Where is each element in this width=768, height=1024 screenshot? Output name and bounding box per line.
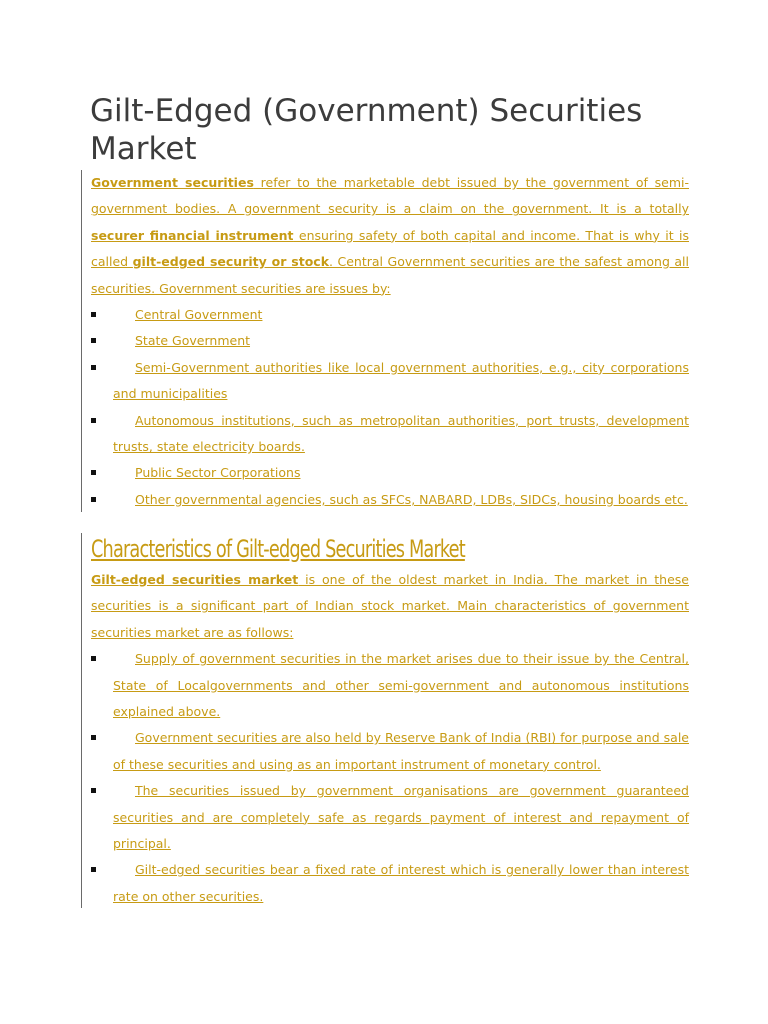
list-item-text: Supply of government securities in the market arises due to their issue by the Central, State of Localgovernments and other semi-government and autonomous institutions explained above. (113, 651, 689, 720)
square-bullet-icon (91, 470, 96, 475)
list-item-text: Autonomous institutions, such as metropolitan authorities, port trusts, development trusts, state electricity boards. (113, 412, 689, 455)
section-characteristics (81, 533, 689, 908)
list-item (91, 355, 689, 408)
square-bullet-icon (91, 338, 96, 343)
list-item (91, 725, 689, 778)
paragraph-text: ensuring safety of both capital and income. That is why it is called (91, 227, 689, 270)
section-heading: Characteristics of Gilt-edged Securities Market (91, 535, 465, 563)
list-item-text: Government securities are also held by Reserve Bank of India (RBI) for purpose and sale of these securities and using as an important instrument of monetary control. (113, 730, 689, 772)
list-item (91, 460, 689, 486)
paragraph-text: is one of the oldest market in India. The market in these securities is a significant part of Indian stock market. Main characteristics of government securities market are as follows: (91, 572, 689, 640)
list-item-text: Other governmental agencies, such as SFCs, NABARD, LDBs, SIDCs, housing boards etc. (135, 491, 688, 507)
square-bullet-icon (91, 788, 96, 793)
paragraph-text: . Central Government securities are the safest among all securities. Government securities are issues by: (91, 254, 690, 296)
list-item-text: Semi-Government authorities like local government authorities, e.g., city corporations and municipalities (113, 359, 689, 402)
list-item (91, 487, 689, 513)
list-item-text: Central Government (135, 307, 263, 323)
characteristics-paragraph (91, 567, 689, 646)
bold-term-gilt-edged-market: Gilt-edged securities market (91, 572, 299, 587)
square-bullet-icon (91, 365, 96, 370)
list-item-text: Public Sector Corporations (135, 465, 301, 481)
list-item (91, 408, 689, 461)
list-item (91, 302, 689, 328)
square-bullet-icon (91, 312, 96, 317)
list-item-text: State Government (135, 333, 251, 349)
page-title: Gilt-Edged (Government) Securities Market (90, 93, 643, 167)
list-item-text: The securities issued by government organisations are government guaranteed securities and are completely safe as regards payment of interest and repayment of principal. (113, 783, 689, 852)
square-bullet-icon (91, 735, 96, 740)
bold-term-government-securities: Government securities (91, 175, 254, 190)
list-item (91, 646, 689, 725)
square-bullet-icon (91, 418, 96, 423)
square-bullet-icon (91, 497, 96, 502)
characteristics-list (91, 646, 689, 910)
square-bullet-icon (91, 656, 96, 661)
intro-paragraph (91, 170, 689, 302)
paragraph-text: refer to the marketable debt issued by the government of semi-government bodies. A government security is a claim on the government. It is a totally (91, 175, 689, 217)
bold-term-gilt-edged-security: gilt-edged security or stock (132, 254, 330, 270)
issuer-list (91, 302, 689, 513)
section-issuers (81, 170, 689, 512)
square-bullet-icon (91, 867, 96, 872)
list-item (91, 778, 689, 857)
list-item (91, 857, 689, 910)
list-item (91, 328, 689, 354)
bold-term-securer-instrument: securer financial instrument (91, 227, 294, 243)
list-item-text: Gilt-edged securities bear a fixed rate of interest which is generally lower than interest rate on other securities. (113, 862, 689, 904)
